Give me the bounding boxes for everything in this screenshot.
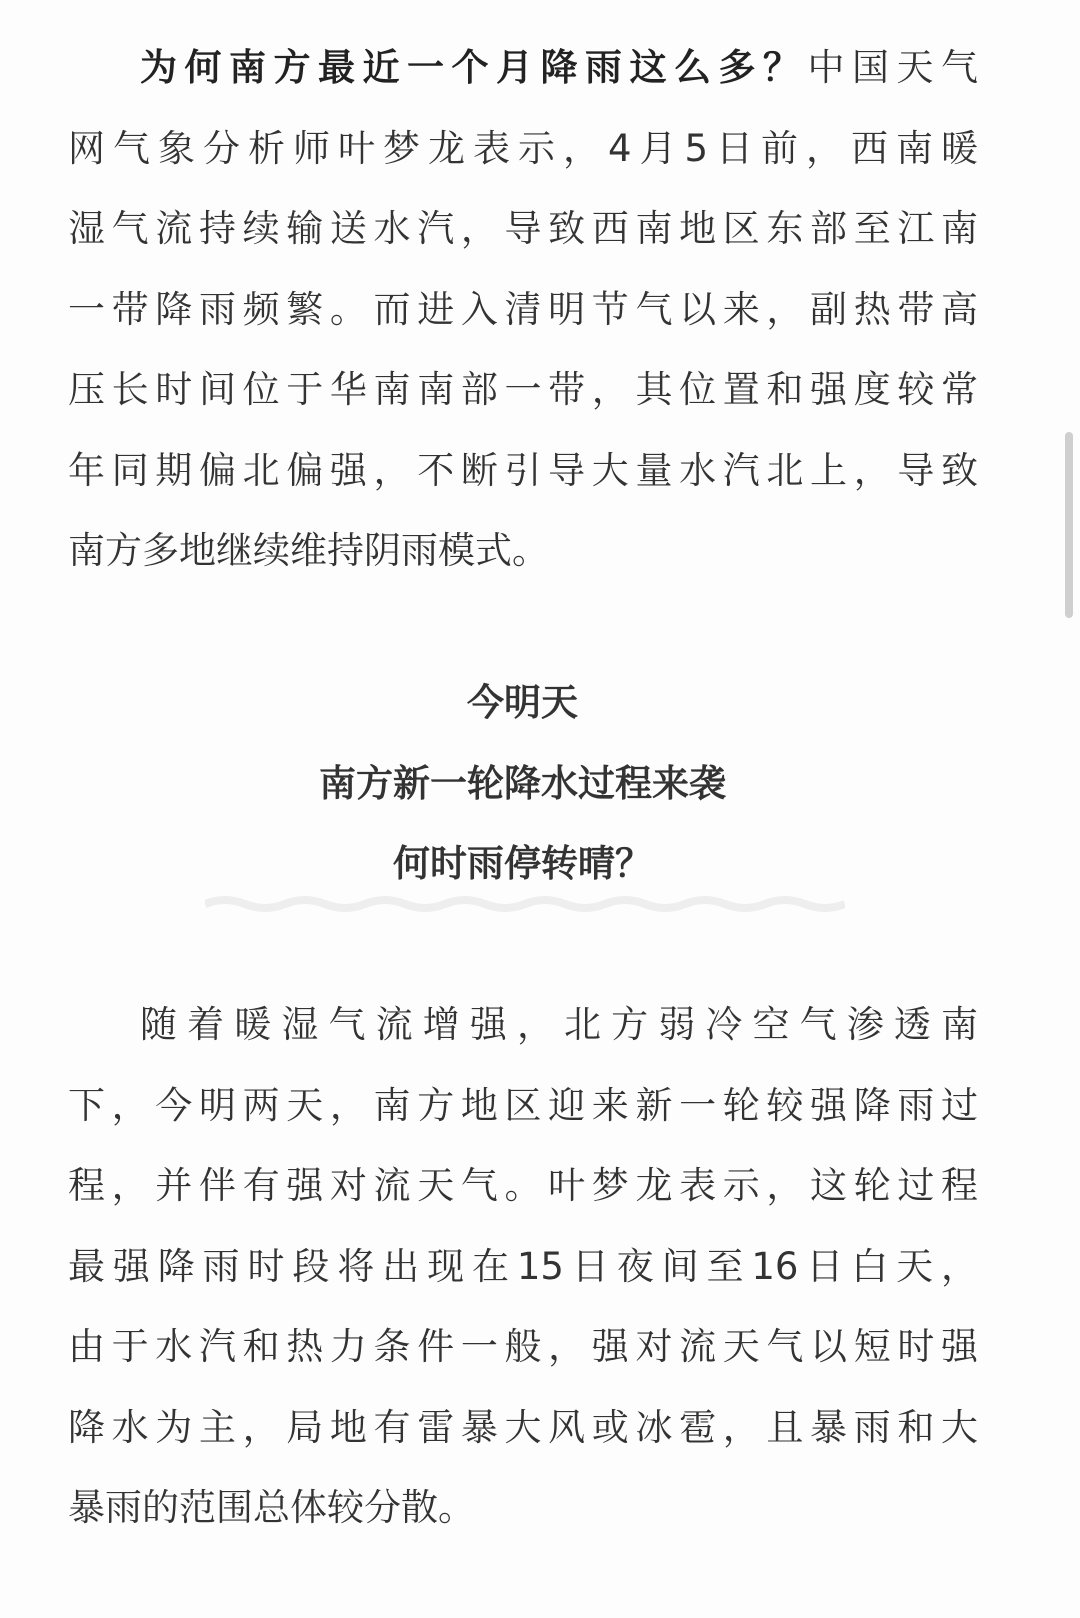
paragraph-line: 压长时间位于华南南部一带，其位置和强度较常 bbox=[68, 368, 978, 411]
paragraph-line: 暴雨的范围总体较分散。 bbox=[68, 1486, 475, 1529]
paragraph-line: 下，今明两天，南方地区迎来新一轮较强降雨过 bbox=[68, 1083, 978, 1127]
heading-line: 南方新一轮降水过程来袭 bbox=[319, 761, 726, 805]
paragraph-line: 随着暖湿气流增强，北方弱冷空气渗透南 bbox=[140, 1003, 978, 1046]
section-heading bbox=[0, 663, 1045, 905]
paragraph-line bbox=[68, 28, 978, 109]
paragraph-lead-text: 中国天气 bbox=[807, 46, 978, 89]
paragraph-line: 程，并伴有强对流天气。叶梦龙表示，这轮过程 bbox=[68, 1164, 978, 1207]
paragraph-line: 由于水汽和热力条件一般，强对流天气以短时强 bbox=[68, 1325, 978, 1368]
paragraph-new-rain bbox=[68, 985, 978, 1549]
scrollbar-thumb[interactable] bbox=[1065, 432, 1073, 618]
paragraph-line: 一带降雨频繁。而进入清明节气以来，副热带高 bbox=[68, 287, 978, 331]
wave-divider bbox=[205, 893, 845, 915]
paragraph-line: 降水为主，局地有雷暴大风或冰雹，且暴雨和大 bbox=[68, 1405, 978, 1449]
paragraph-line: 年同期偏北偏强，不断引导大量水汽北上，导致 bbox=[68, 448, 978, 492]
paragraph-lead-bold: 为何南方最近一个月降雨这么多？ bbox=[140, 46, 808, 89]
paragraph-line: 南方多地继续维持阴雨模式。 bbox=[68, 529, 549, 572]
paragraph-rain-cause bbox=[68, 28, 978, 592]
paragraph-line: 网气象分析师叶梦龙表示，4月5日前，西南暖 bbox=[68, 126, 978, 170]
heading-line: 今明天 bbox=[467, 681, 578, 724]
heading-line: 何时雨停转晴？ bbox=[393, 842, 652, 885]
paragraph-line: 最强降雨时段将出现在15日夜间至16日白天， bbox=[68, 1244, 978, 1288]
paragraph-line: 湿气流持续输送水汽，导致西南地区东部至江南 bbox=[68, 207, 978, 250]
